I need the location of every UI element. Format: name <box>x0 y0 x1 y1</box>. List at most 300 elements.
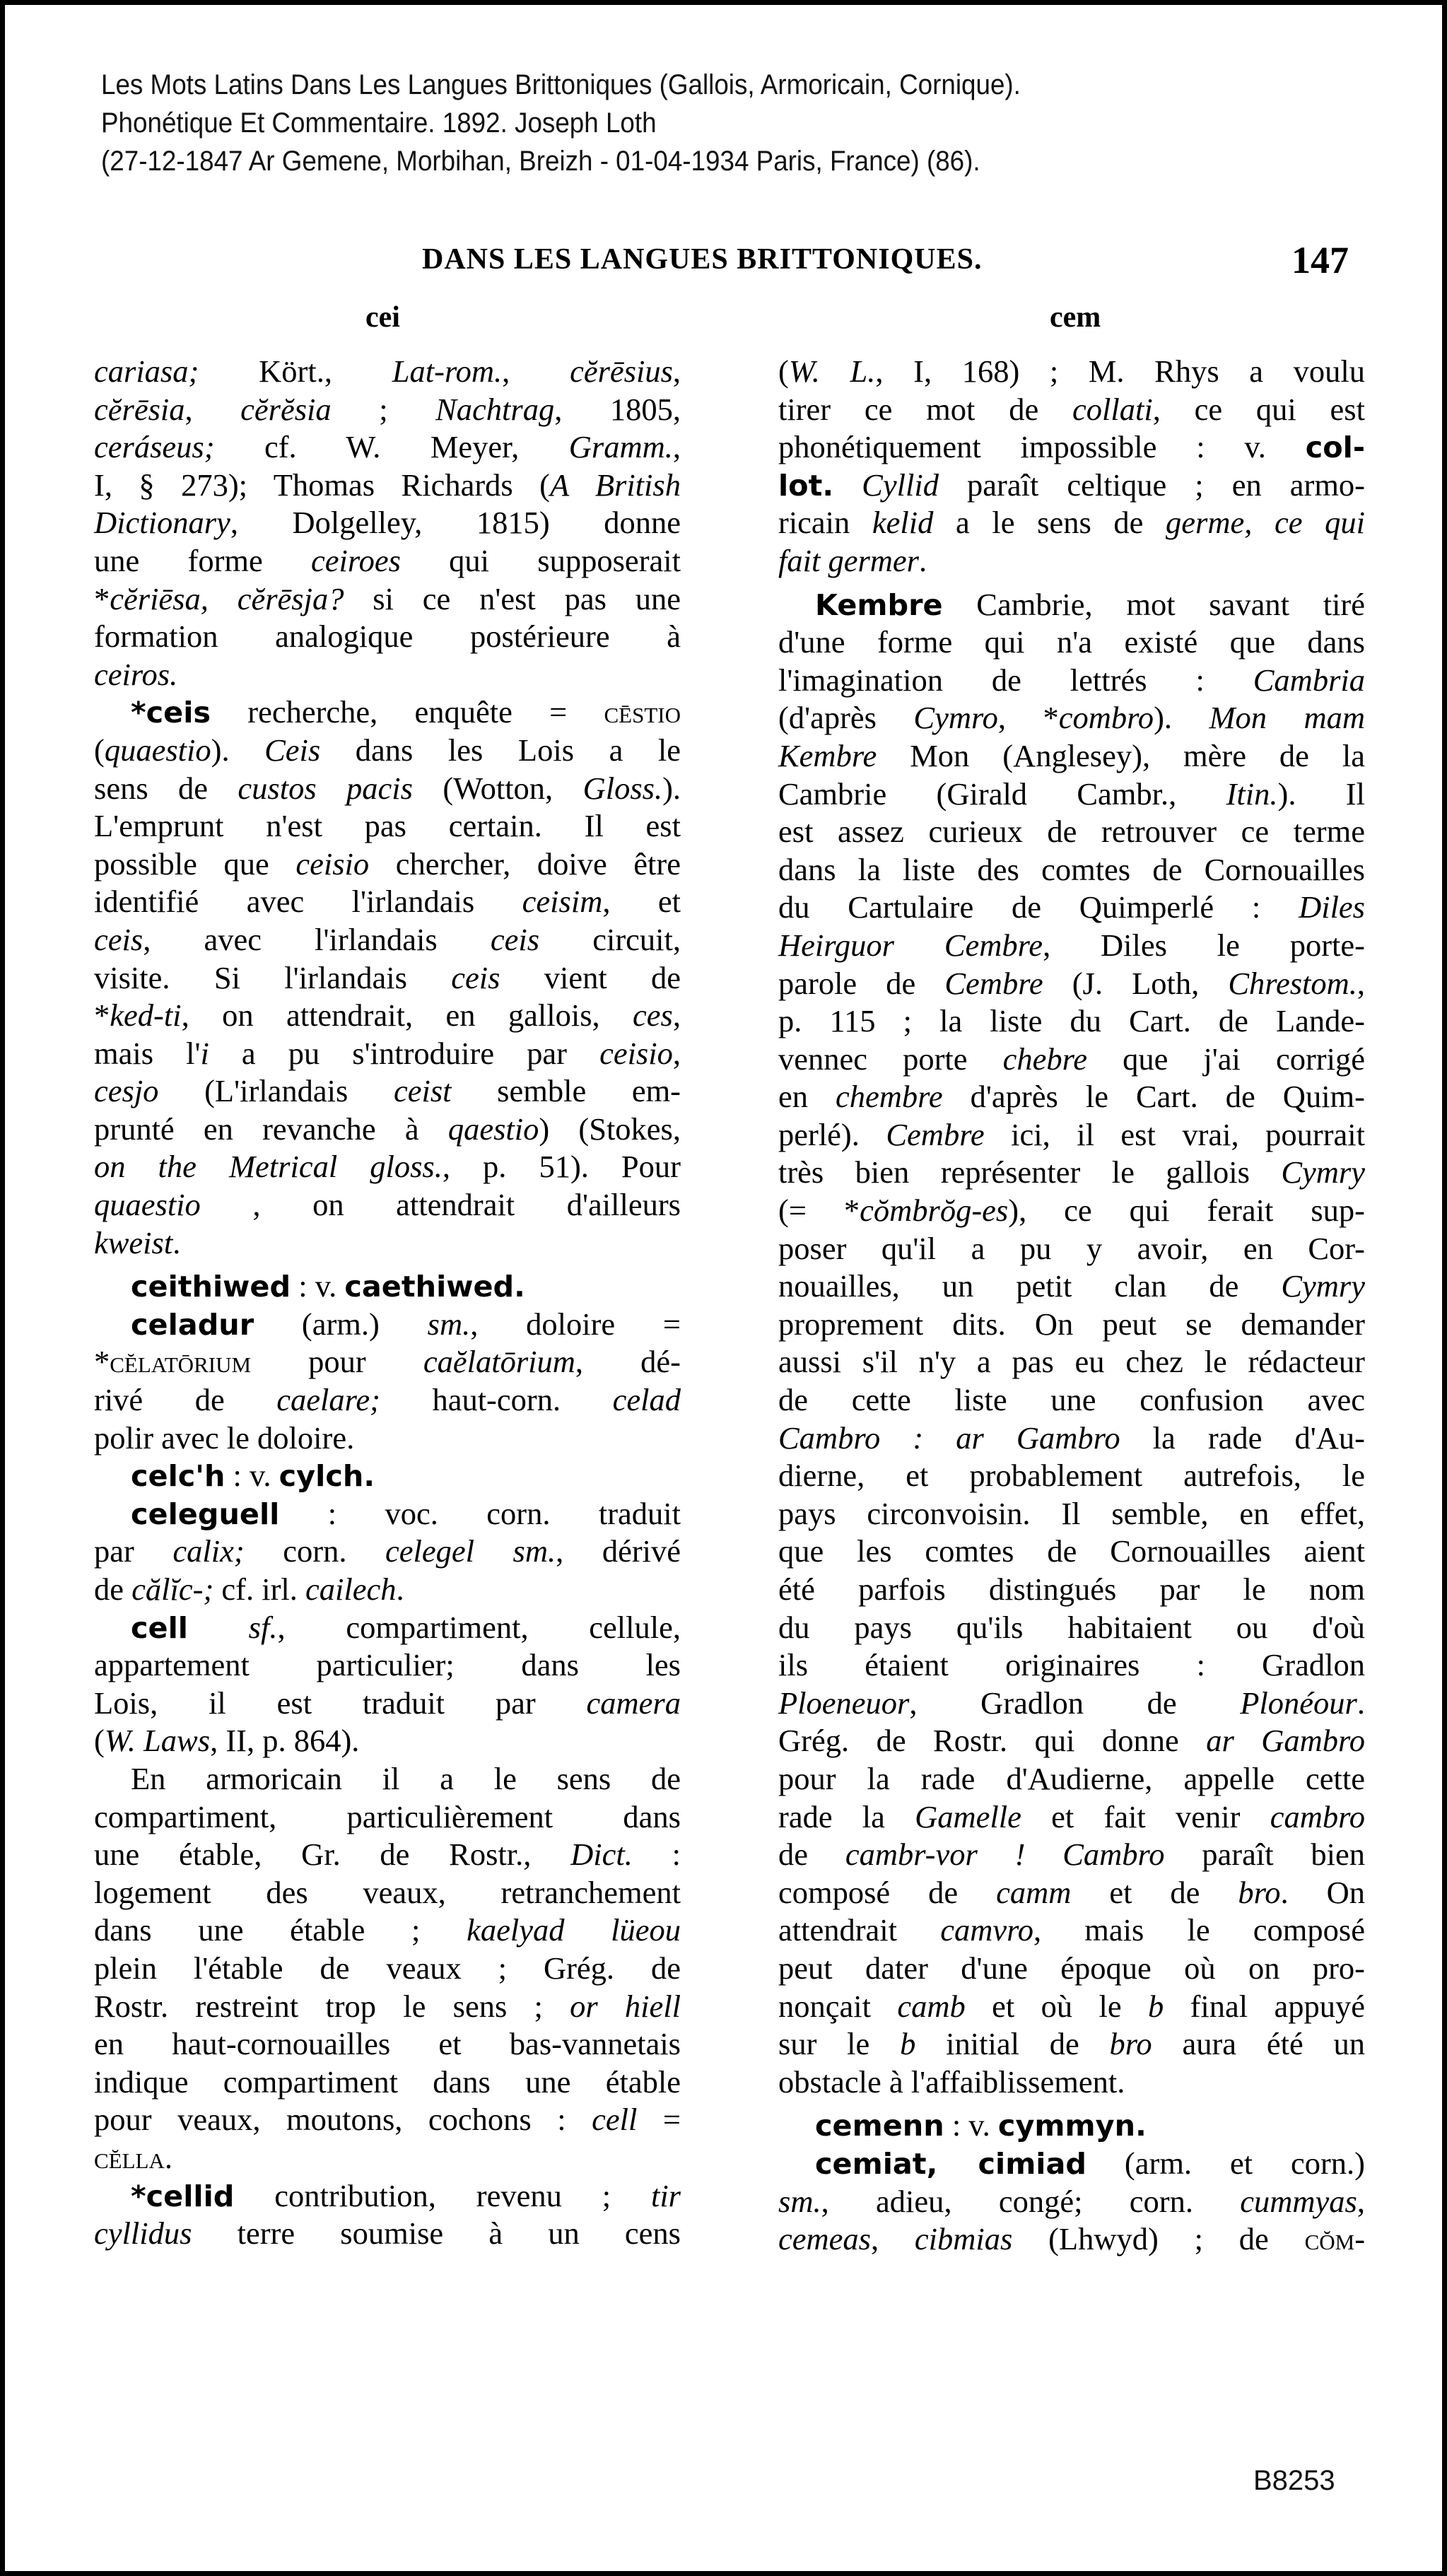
italic-term: quaestio <box>104 732 211 768</box>
text-line <box>94 2215 681 2253</box>
text-line <box>778 699 1365 737</box>
text-run: ) (Stokes, <box>539 1111 681 1147</box>
headword: cell <box>131 1610 188 1645</box>
text-line <box>778 1685 1365 1723</box>
text-run: , * <box>997 700 1059 736</box>
text-run: (J. Loth, <box>1043 965 1229 1001</box>
text-line <box>94 428 681 467</box>
text-run: d'une forme qui n'a existé que dans <box>778 624 1365 660</box>
text-line <box>778 2063 1365 2102</box>
metadata-line-title: Les Mots Latins Dans Les Langues Brittoniques (Gallois, Armoricain, Cornique). <box>101 69 1021 100</box>
text-line <box>778 1798 1365 1837</box>
text-run: du Cartulaire de Quimperlé : <box>778 889 1299 925</box>
text-line <box>94 693 681 732</box>
text-line <box>778 1343 1365 1381</box>
text-run: que j'ai corrigé <box>1087 1041 1365 1077</box>
metadata-line-subtitle: Phonétique Et Commentaire. 1892. Joseph Loth <box>101 107 657 139</box>
text-run: , on attendrait d'ailleurs <box>200 1187 681 1223</box>
text-line <box>94 618 681 656</box>
italic-term: germe, ce qui <box>1166 505 1365 541</box>
text-run: aussi s'il n'y a pas eu chez le rédacteur <box>778 1344 1365 1380</box>
text-line <box>94 1381 681 1419</box>
text-line <box>778 1078 1365 1116</box>
text-line <box>94 467 681 505</box>
italic-term: Gamelle <box>915 1798 1021 1834</box>
text-run: Cambrie (Girald Cambr., <box>778 775 1226 812</box>
italic-term: caelare; <box>276 1382 380 1418</box>
left-column-head: cei <box>365 301 400 334</box>
text-run: , <box>870 2221 915 2257</box>
text-run: , doloire = <box>470 1306 681 1342</box>
italic-term: cibmias <box>914 2221 1013 2257</box>
text-line <box>778 1760 1365 1798</box>
etymon: cĕlla. <box>94 2139 172 2175</box>
text-line <box>778 353 1365 391</box>
text-line <box>94 1685 681 1723</box>
text-run: : <box>632 1837 681 1873</box>
text-line <box>778 623 1365 662</box>
text-run: , <box>502 353 570 389</box>
text-run: de <box>778 1837 845 1873</box>
italic-term: cariasa; <box>94 353 199 389</box>
text-run: polir avec le doloire. <box>94 1419 355 1456</box>
text-run: sur le <box>778 2026 901 2062</box>
text-run: possible que <box>94 845 296 882</box>
text-run: recherche, enquête = <box>211 694 604 730</box>
italic-term: bro <box>1238 1874 1281 1910</box>
italic-term: ceisio <box>295 845 370 882</box>
text-line <box>778 2145 1365 2183</box>
italic-term: Cembre <box>944 965 1043 1001</box>
headword: lot. <box>778 468 834 503</box>
text-run: Cambrie, mot savant tiré <box>942 586 1365 622</box>
text-run: . <box>1357 1685 1365 1721</box>
text-line <box>94 1874 681 1912</box>
text-run: , <box>1357 965 1366 1001</box>
text-run: (L'irlandais <box>158 1073 394 1109</box>
italic-term: Kembre <box>778 737 877 773</box>
text-run <box>833 467 862 503</box>
text-line <box>778 851 1365 889</box>
text-line <box>94 1571 681 1609</box>
text-run: est assez curieux de retrouver ce terme <box>778 814 1365 850</box>
text-run: attendrait <box>778 1912 941 1948</box>
text-run: , <box>184 391 241 427</box>
text-run: parole de <box>778 965 945 1001</box>
left-text-column <box>94 353 681 2253</box>
italic-term: cummyas <box>1240 2183 1357 2219</box>
text-line <box>94 997 681 1035</box>
text-run: de cette liste une confusion avec <box>778 1382 1365 1418</box>
text-run <box>188 1610 249 1645</box>
italic-term: Dict. <box>570 1837 633 1873</box>
text-run: que les comtes de Cornouailles aient <box>778 1533 1365 1569</box>
text-run: (= * <box>778 1193 860 1229</box>
italic-term: cell <box>592 2102 638 2138</box>
text-line <box>94 1836 681 1874</box>
italic-term: sm. <box>427 1306 471 1342</box>
italic-term: camera <box>586 1685 681 1721</box>
text-line <box>778 1267 1365 1306</box>
italic-term: kelid <box>872 505 934 541</box>
text-line <box>778 1306 1365 1344</box>
text-run: dans une étable ; <box>94 1912 467 1948</box>
text-line <box>94 732 681 770</box>
text-line <box>778 2025 1365 2063</box>
text-run: , 1805, <box>554 391 681 427</box>
text-run: , p. 51). Pour <box>442 1149 681 1185</box>
italic-term: Nachtrag <box>435 391 555 427</box>
text-line <box>94 883 681 921</box>
text-line <box>94 2063 681 2102</box>
italic-term: ces <box>633 997 673 1034</box>
italic-term: cailech <box>305 1571 397 1607</box>
italic-term: Cymro <box>913 700 998 736</box>
italic-term: Cambro : ar Gambro <box>778 1419 1120 1456</box>
text-run: et où le <box>965 1988 1148 2024</box>
text-run: obstacle à l'affaiblissement. <box>778 2063 1125 2100</box>
text-run: pour la rade d'Audierne, appelle cette <box>778 1760 1365 1796</box>
text-line <box>94 504 681 542</box>
text-run: dierne, et probablement autrefois, le <box>778 1458 1365 1494</box>
text-run: . <box>919 542 927 578</box>
italic-term: b <box>900 2026 916 2062</box>
text-line <box>94 2139 681 2177</box>
text-run: ). <box>211 732 265 768</box>
italic-term: ceiroes <box>311 542 401 578</box>
text-run: circuit, <box>539 921 681 957</box>
italic-term: Diles <box>1299 889 1365 925</box>
text-line <box>94 1988 681 2026</box>
text-run: une étable, Gr. de Rostr., <box>94 1837 571 1873</box>
document-metadata <box>101 66 1021 180</box>
italic-term: celegel sm. <box>385 1533 556 1569</box>
text-run: : v. <box>291 1268 345 1304</box>
italic-term: kweist <box>94 1224 173 1260</box>
italic-term: Gloss. <box>582 770 663 806</box>
text-run: une forme <box>94 542 312 578</box>
text-run: , <box>672 353 681 389</box>
text-run: l'imagination de lettrés : <box>778 662 1253 698</box>
text-run: (Wotton, <box>412 770 583 806</box>
text-run: composé de <box>778 1874 997 1910</box>
headword: cymmyn. <box>997 2109 1147 2143</box>
text-run <box>1025 1837 1062 1872</box>
italic-term: Cambria <box>1253 662 1365 698</box>
text-run: chercher, doive être <box>369 845 681 882</box>
reference-code: B8253 <box>1253 2465 1335 2496</box>
text-run: Kört., <box>199 353 392 389</box>
text-run: paraît celtique ; en armo- <box>938 467 1365 503</box>
headword: celc'h <box>131 1459 225 1494</box>
text-line <box>94 1072 681 1111</box>
text-line <box>778 1646 1365 1685</box>
text-run: vient de <box>500 959 681 995</box>
italic-term: cyllidus <box>94 2215 192 2252</box>
text-run: par <box>94 1533 173 1569</box>
italic-term: or hiell <box>570 1988 681 2024</box>
italic-term: ceráseus; <box>94 429 215 465</box>
text-run: identifié avec l'irlandais <box>94 884 522 920</box>
text-line <box>778 542 1365 580</box>
page-number: 147 <box>1291 239 1349 281</box>
text-line <box>778 1988 1365 2026</box>
italic-term: cambro <box>1270 1798 1365 1834</box>
text-line <box>94 959 681 997</box>
text-run: visite. Si l'irlandais <box>94 959 452 995</box>
text-line <box>778 1722 1365 1760</box>
text-run: : v. <box>944 2107 998 2143</box>
text-run: pour <box>251 1344 423 1380</box>
text-run: ; <box>331 391 436 427</box>
headword: ceithiwed <box>131 1270 291 1304</box>
text-run: dans la liste des comtes de Cornouailles <box>778 851 1365 887</box>
text-run: ils étaient originaires : Gradlon <box>778 1647 1365 1683</box>
italic-term: cĕrēsius <box>570 353 673 389</box>
italic-term: collati <box>1072 391 1153 427</box>
italic-term: Cyllid <box>862 467 939 503</box>
text-run: semble em- <box>451 1073 681 1109</box>
text-line <box>94 1306 681 1344</box>
text-run: En armoricain il a le sens de <box>131 1760 681 1796</box>
text-run: corn. <box>244 1533 386 1569</box>
italic-term: cemeas <box>778 2221 871 2257</box>
text-line <box>94 1911 681 1950</box>
text-run: qui supposerait <box>400 542 681 578</box>
text-line <box>94 1760 681 1798</box>
italic-term: i <box>200 1035 209 1071</box>
text-run: cf. irl. <box>213 1571 306 1607</box>
text-run: , I, 168) ; M. Rhys a voulu <box>875 353 1365 389</box>
text-line <box>94 1419 681 1458</box>
italic-term: fait germer <box>778 542 919 578</box>
text-run: * <box>94 997 110 1034</box>
text-run: , <box>1357 2183 1365 2219</box>
text-line <box>778 2183 1365 2221</box>
text-run: p. 115 ; la liste du Cart. de Lande- <box>778 1003 1365 1039</box>
text-line <box>778 1457 1365 1495</box>
text-line <box>778 1609 1365 1647</box>
text-line <box>94 1495 681 1533</box>
italic-term: Cymry <box>1281 1154 1365 1190</box>
text-line <box>778 1381 1365 1419</box>
italic-term: ar Gambro <box>1206 1723 1365 1759</box>
text-run: en haut-cornouailles et bas-vannetais <box>94 2026 681 2062</box>
text-run: , dérivé <box>556 1533 681 1569</box>
text-run: indique compartiment dans une étable <box>94 2063 681 2100</box>
italic-term: sf. <box>248 1609 278 1645</box>
italic-term: cĕrēsia <box>94 391 185 427</box>
text-line <box>94 1111 681 1149</box>
text-line <box>778 737 1365 775</box>
text-run: la rade d'Au- <box>1120 1419 1365 1456</box>
text-run: pour veaux, moutons, cochons : <box>94 2102 592 2138</box>
text-run: pays circonvoisin. Il semble, en effet, <box>778 1495 1365 1531</box>
text-run: , Diles le porte- <box>1043 927 1365 963</box>
text-line <box>778 775 1365 814</box>
text-run: vennec porte <box>778 1041 1003 1077</box>
text-line <box>778 428 1365 467</box>
text-line <box>94 391 681 429</box>
text-run: , on attendrait, en gallois, <box>181 997 633 1034</box>
text-line <box>778 1154 1365 1192</box>
italic-term: ceisim <box>522 884 603 920</box>
text-run: ( <box>94 732 105 768</box>
text-line <box>94 1343 681 1381</box>
text-run: . <box>172 1224 181 1260</box>
italic-term: camb <box>897 1988 966 2024</box>
text-line <box>94 542 681 580</box>
text-run: en <box>778 1079 836 1115</box>
headword: *cellid <box>131 2179 235 2213</box>
text-line <box>778 1116 1365 1154</box>
text-line <box>778 391 1365 429</box>
text-line <box>94 770 681 808</box>
text-run: contribution, revenu ; <box>234 2177 651 2213</box>
text-run: de <box>94 1571 132 1607</box>
text-line <box>94 2101 681 2139</box>
etymon: cēstio <box>604 694 681 730</box>
text-run: ). <box>1154 700 1209 736</box>
italic-term: caĕlatōrium <box>423 1344 575 1380</box>
text-run: , <box>672 997 681 1034</box>
headword: *ceis <box>131 696 211 730</box>
text-run: sens de <box>94 770 238 806</box>
text-line <box>94 1609 681 1647</box>
text-run: final appuyé <box>1164 1988 1365 2024</box>
text-run: d'après le Cart. de Quim- <box>942 1079 1365 1115</box>
italic-term: Gramm. <box>568 429 673 465</box>
text-run: , adieu, congé; corn. <box>821 2183 1241 2219</box>
italic-term: tir <box>650 2177 681 2213</box>
text-line <box>778 889 1365 927</box>
italic-term: Heirguor Cembre <box>778 927 1043 963</box>
italic-term: camvro <box>940 1912 1034 1948</box>
text-run: Mon (Anglesey), mère de la <box>877 737 1365 773</box>
right-text-column <box>778 353 1365 2259</box>
italic-term: chembre <box>836 1079 943 1115</box>
text-run: a pu s'introduire par <box>209 1035 600 1071</box>
text-run: , et <box>602 884 681 920</box>
headword: celeguell <box>131 1497 280 1531</box>
text-run: . On <box>1280 1874 1365 1910</box>
italic-term: Dictionary <box>94 505 230 541</box>
text-line <box>778 927 1365 965</box>
text-run: ). <box>662 770 681 806</box>
italic-term: b <box>1147 1988 1164 2024</box>
text-run: très bien représenter le gallois <box>778 1154 1282 1190</box>
text-run: , II, p. 864). <box>210 1723 360 1759</box>
text-line <box>94 656 681 694</box>
text-run: nonçait <box>778 1988 898 2024</box>
text-run: , dé- <box>575 1344 681 1380</box>
text-run: (arm. et corn.) <box>1086 2145 1365 2181</box>
italic-term: ked-ti <box>110 997 182 1034</box>
text-line <box>778 1533 1365 1571</box>
text-run: appartement particulier; dans les <box>94 1647 681 1683</box>
text-line <box>778 813 1365 851</box>
text-line <box>94 1722 681 1760</box>
text-run: ( <box>94 1723 105 1759</box>
italic-term: combro <box>1058 700 1154 736</box>
italic-term: sm. <box>778 2183 821 2219</box>
text-run: rivé de <box>94 1382 277 1418</box>
text-run: tirer ce mot de <box>778 391 1072 427</box>
text-run: , Dolgelley, 1815) donne <box>230 505 681 541</box>
text-run: L'emprunt n'est pas certain. Il est <box>94 808 681 844</box>
text-line <box>94 845 681 884</box>
text-line <box>778 1495 1365 1533</box>
text-run: : v. <box>225 1458 279 1494</box>
text-run: et de <box>1071 1874 1238 1910</box>
headword: cemiat, cimiad <box>815 2146 1087 2181</box>
italic-term: Mon mam <box>1209 700 1365 736</box>
italic-term: W. L. <box>788 353 876 389</box>
text-run: ), ce qui ferait sup- <box>1008 1193 1365 1229</box>
text-run: ( <box>778 353 789 389</box>
italic-term: ceiros. <box>94 656 178 692</box>
italic-term: camm <box>996 1874 1072 1910</box>
text-run: poser qu'il a pu y avoir, en Cor- <box>778 1230 1365 1266</box>
text-run: perlé). <box>778 1116 886 1152</box>
text-run: * <box>94 580 110 616</box>
italic-term: cĕriēsa, cĕrēsja? <box>110 580 344 616</box>
italic-term: Cembre <box>886 1116 985 1152</box>
running-head: DANS LES LANGUES BRITTONIQUES. <box>422 243 983 276</box>
text-run: proprement dits. On peut se demander <box>778 1306 1365 1342</box>
italic-term: ceist <box>393 1073 452 1109</box>
text-run: : voc. corn. traduit <box>279 1495 681 1531</box>
metadata-line-author-dates: (27-12-1847 Ar Gemene, Morbihan, Breizh - 01-04-1934 Paris, France) (86). <box>101 146 980 177</box>
headword: Kembre <box>815 587 943 622</box>
italic-term: kaelyad lüeou <box>467 1912 681 1948</box>
italic-term: ceis <box>94 921 143 957</box>
text-run: haut-corn. <box>380 1382 613 1418</box>
italic-term: on the Metrical gloss. <box>94 1149 443 1185</box>
text-run: (d'après <box>778 700 914 736</box>
italic-term: bro <box>1109 2026 1152 2062</box>
italic-term: cŏmbrŏg-es <box>860 1193 1009 1229</box>
text-line <box>94 1950 681 1988</box>
text-run: du pays qu'ils habitaient ou d'où <box>778 1609 1365 1645</box>
text-line <box>94 1224 681 1263</box>
text-run: initial de <box>915 2026 1110 2062</box>
text-run: I, § 273); Thomas Richards ( <box>94 467 550 503</box>
text-run: , <box>672 429 681 465</box>
italic-term: Itin. <box>1226 775 1278 812</box>
headword: celadur <box>131 1307 254 1342</box>
italic-term: quaestio <box>94 1187 201 1223</box>
text-run: paraît bien <box>1164 1837 1365 1873</box>
text-line <box>94 1186 681 1224</box>
italic-term: cambr-vor ! <box>845 1837 1026 1873</box>
text-line <box>778 1002 1365 1041</box>
text-line <box>94 1533 681 1571</box>
italic-term: Ploeneuor <box>778 1685 910 1721</box>
text-line <box>94 2025 681 2063</box>
text-line <box>94 807 681 845</box>
text-line <box>778 1950 1365 1988</box>
text-run: (arm.) <box>254 1306 428 1342</box>
text-line <box>94 353 681 391</box>
text-line <box>778 586 1365 624</box>
text-line <box>94 1267 681 1306</box>
italic-term: Cymry <box>1281 1268 1365 1304</box>
text-run: cf. W. Meyer, <box>214 429 569 465</box>
italic-term: cesjo <box>94 1073 159 1109</box>
text-line <box>778 1836 1365 1874</box>
text-run: aura été un <box>1152 2026 1365 2062</box>
